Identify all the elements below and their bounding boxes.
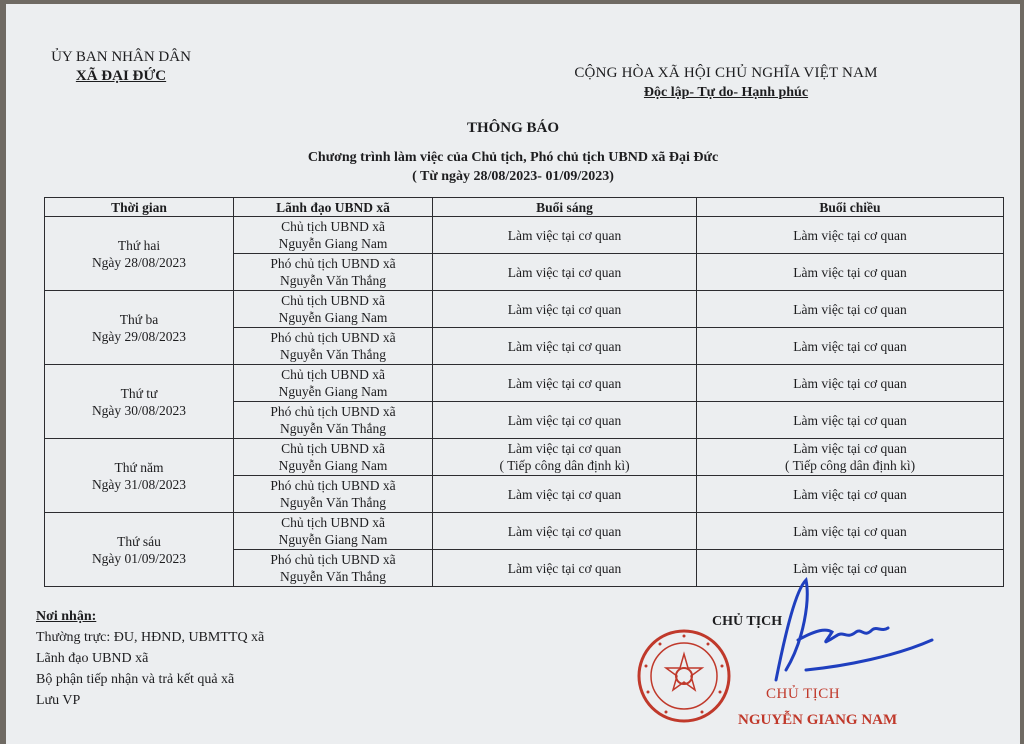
schedule-table [44, 197, 1004, 587]
leader-name: Nguyễn Văn Thắng [280, 273, 386, 288]
leader-cell [234, 402, 433, 439]
signer-position: CHỦ TỊCH [712, 614, 783, 629]
table-row [45, 513, 1004, 550]
morning-cell [433, 402, 697, 439]
day-cell [45, 291, 234, 365]
leader-cell [234, 550, 433, 587]
day-cell [45, 513, 234, 587]
morning-note: ( Tiếp công dân định kì) [499, 458, 630, 473]
day-date: Ngày 01/09/2023 [91, 550, 187, 566]
morning-cell [433, 254, 697, 291]
morning-activity: Làm việc tại cơ quan [507, 301, 622, 317]
leader-name: Nguyễn Giang Nam [278, 458, 388, 473]
stamp-position: CHỦ TỊCH [766, 686, 841, 702]
document-title: THÔNG BÁO [466, 120, 560, 136]
afternoon-activity: Làm việc tại cơ quan [793, 560, 907, 576]
day-label: Thứ hai [117, 237, 161, 253]
leader-cell [234, 513, 433, 550]
day-label: Thứ sáu [117, 533, 161, 549]
afternoon-activity: Làm việc tại cơ quan [793, 412, 907, 428]
leader-cell [234, 254, 433, 291]
day-date: Ngày 28/08/2023 [91, 254, 187, 270]
afternoon-cell [697, 513, 1004, 550]
day-label: Thứ ba [119, 311, 159, 327]
header-leader: Lãnh đạo UBND xã [234, 198, 433, 217]
morning-cell [433, 217, 697, 254]
table-row [45, 291, 1004, 328]
afternoon-activity: Làm việc tại cơ quan [793, 375, 907, 391]
morning-activity: Làm việc tại cơ quan [507, 412, 622, 428]
table-row [45, 365, 1004, 402]
day-date: Ngày 31/08/2023 [91, 476, 187, 492]
day-date: Ngày 30/08/2023 [91, 402, 187, 418]
morning-cell [433, 328, 697, 365]
leader-cell [234, 439, 433, 476]
morning-activity: Làm việc tại cơ quan [507, 227, 622, 243]
afternoon-activity: Làm việc tại cơ quan [793, 523, 907, 539]
day-cell [45, 217, 234, 291]
signature-block [626, 600, 986, 740]
afternoon-note: ( Tiếp công dân định kì) [784, 458, 916, 473]
leader-name: Nguyễn Giang Nam [278, 532, 388, 547]
signer-name: NGUYỄN GIANG NAM [738, 712, 898, 728]
morning-activity: Làm việc tại cơ quan [507, 338, 622, 354]
afternoon-cell [697, 217, 1004, 254]
morning-activity: Làm việc tại cơ quan [507, 375, 622, 391]
leader-name: Nguyễn Văn Thắng [280, 495, 386, 510]
national-header [536, 64, 916, 102]
recipients-heading: Nơi nhận: [36, 609, 97, 624]
leader-role: Phó chủ tịch UBND xã [270, 552, 396, 567]
leader-role: Chủ tịch UBND xã [281, 441, 385, 456]
recipient-item: Thường trực: ĐU, HĐND, UBMTTQ xã [36, 630, 265, 645]
afternoon-cell [697, 476, 1004, 513]
table-header-row [45, 198, 1004, 217]
day-label: Thứ tư [120, 385, 158, 401]
leader-cell [234, 476, 433, 513]
header-afternoon: Buổi chiều [697, 198, 1004, 217]
afternoon-activity: Làm việc tại cơ quan [793, 301, 907, 317]
date-range: ( Từ ngày 28/08/2023- 01/09/2023) [412, 169, 614, 184]
leader-name: Nguyễn Giang Nam [278, 310, 388, 325]
recipient-item: Lãnh đạo UBND xã [36, 651, 149, 666]
leader-role: Phó chủ tịch UBND xã [270, 404, 396, 419]
national-motto: Độc lập- Tự do- Hạnh phúc [643, 85, 809, 100]
morning-cell [433, 476, 697, 513]
leader-cell [234, 217, 433, 254]
afternoon-activity: Làm việc tại cơ quan [793, 486, 907, 502]
official-seal-icon [636, 628, 732, 724]
morning-activity: Làm việc tại cơ quan [507, 523, 622, 539]
day-cell [45, 365, 234, 439]
leader-name: Nguyễn Văn Thắng [280, 347, 386, 362]
day-cell [45, 439, 234, 513]
country-name: CỘNG HÒA XÃ HỘI CHỦ NGHĨA VIỆT NAM [574, 65, 878, 81]
afternoon-cell [697, 439, 1004, 476]
leader-name: Nguyễn Giang Nam [278, 384, 388, 399]
handwritten-signature-icon [746, 570, 936, 690]
recipient-item: Lưu VP [36, 693, 81, 708]
leader-name: Nguyễn Giang Nam [278, 236, 388, 251]
leader-role: Chủ tịch UBND xã [281, 293, 385, 308]
afternoon-activity: Làm việc tại cơ quan [793, 227, 907, 243]
document-page [6, 4, 1020, 744]
header-morning: Buổi sáng [433, 198, 697, 217]
document-subtitle: Chương trình làm việc của Chủ tịch, Phó chủ tịch UBND xã Đại Đức [307, 150, 719, 165]
leader-cell [234, 328, 433, 365]
table-row [45, 439, 1004, 476]
header-time: Thời gian [45, 198, 234, 217]
leader-cell [234, 291, 433, 328]
issuer-header [46, 48, 196, 86]
morning-cell [433, 513, 697, 550]
leader-name: Nguyễn Văn Thắng [280, 569, 386, 584]
leader-role: Phó chủ tịch UBND xã [270, 256, 396, 271]
afternoon-cell [697, 291, 1004, 328]
leader-cell [234, 365, 433, 402]
afternoon-activity: Làm việc tại cơ quan [793, 338, 907, 354]
issuer-unit: XÃ ĐẠI ĐỨC [75, 68, 167, 84]
leader-role: Chủ tịch UBND xã [281, 219, 385, 234]
morning-activity: Làm việc tại cơ quan [507, 441, 622, 456]
recipients [36, 606, 264, 711]
morning-cell [433, 365, 697, 402]
afternoon-activity: Làm việc tại cơ quan [793, 441, 907, 456]
morning-cell [433, 291, 697, 328]
table-row [45, 217, 1004, 254]
leader-role: Phó chủ tịch UBND xã [270, 478, 396, 493]
leader-role: Chủ tịch UBND xã [281, 367, 385, 382]
afternoon-activity: Làm việc tại cơ quan [793, 264, 907, 280]
afternoon-cell [697, 254, 1004, 291]
leader-role: Phó chủ tịch UBND xã [270, 330, 396, 345]
day-label: Thứ năm [114, 459, 164, 475]
day-date: Ngày 29/08/2023 [91, 328, 187, 344]
morning-activity: Làm việc tại cơ quan [507, 560, 622, 576]
afternoon-cell [697, 365, 1004, 402]
afternoon-cell [697, 402, 1004, 439]
morning-activity: Làm việc tại cơ quan [507, 486, 622, 502]
afternoon-cell [697, 328, 1004, 365]
morning-cell [433, 550, 697, 587]
recipient-item: Bộ phận tiếp nhận và trả kết quả xã [36, 672, 235, 687]
issuer-org: ỦY BAN NHÂN DÂN [51, 49, 191, 65]
leader-role: Chủ tịch UBND xã [281, 515, 385, 530]
leader-name: Nguyễn Văn Thắng [280, 421, 386, 436]
morning-activity: Làm việc tại cơ quan [507, 264, 622, 280]
morning-cell [433, 439, 697, 476]
